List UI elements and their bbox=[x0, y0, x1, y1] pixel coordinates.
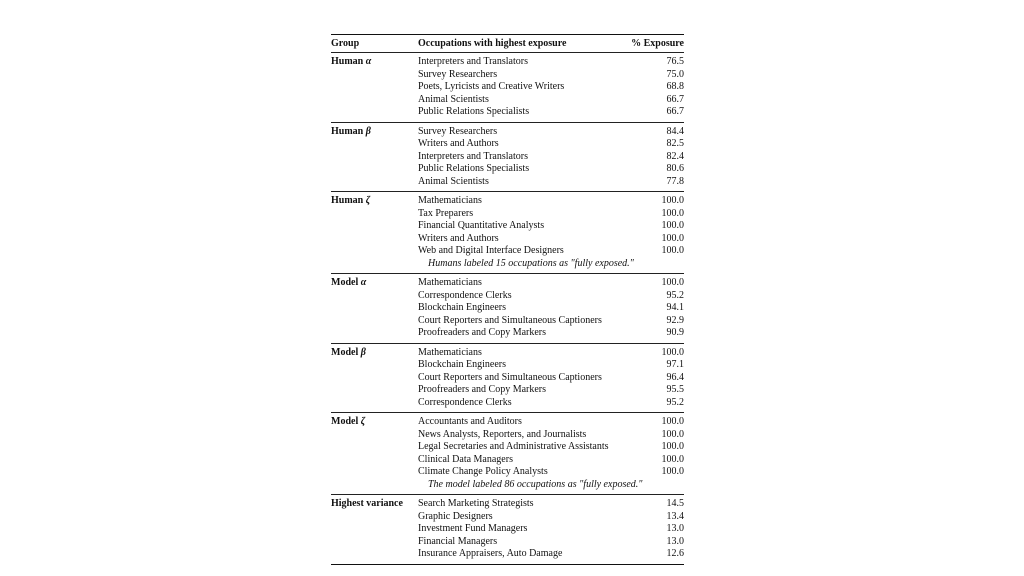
table-row bbox=[418, 347, 684, 360]
group-label-greek: ζ bbox=[360, 416, 366, 427]
group-note: Humans labeled 15 occupations as "fully exposed." bbox=[428, 257, 634, 269]
group-label-greek: β bbox=[360, 346, 366, 358]
occupation-cell: Survey Researchers bbox=[418, 125, 498, 137]
occupation-cell: Interpreters and Translators bbox=[418, 56, 528, 67]
exposure-cell: 95.5 bbox=[666, 384, 684, 395]
group-block bbox=[331, 274, 684, 343]
group-label bbox=[331, 195, 418, 270]
table-row bbox=[418, 245, 684, 258]
exposure-cell: 100.0 bbox=[661, 207, 684, 219]
occupation-cell: Writers and Authors bbox=[418, 232, 499, 244]
occupation-cell: Public Relations Specialists bbox=[418, 163, 530, 174]
group-label bbox=[331, 277, 418, 340]
exposure-cell: 82.4 bbox=[666, 150, 684, 162]
group-rows bbox=[418, 126, 684, 189]
exposure-cell: 100.0 bbox=[661, 195, 684, 206]
table-row bbox=[418, 195, 684, 208]
exposure-cell: 100.0 bbox=[661, 277, 684, 288]
occupation-cell: Animal Scientists bbox=[418, 93, 489, 105]
occupation-cell: Web and Digital Interface Designers bbox=[418, 245, 564, 256]
table-row bbox=[418, 302, 684, 315]
group-label bbox=[331, 498, 418, 561]
table-row bbox=[418, 548, 684, 561]
table-row bbox=[418, 466, 684, 479]
group-label-text: Human bbox=[331, 56, 364, 67]
exposure-cell: 14.5 bbox=[666, 498, 684, 509]
exposure-cell: 13.0 bbox=[666, 523, 684, 534]
group-label bbox=[331, 416, 418, 491]
table-row bbox=[418, 233, 684, 246]
occupation-cell: Blockchain Engineers bbox=[418, 302, 507, 313]
table-row bbox=[418, 454, 684, 467]
header-group: Group bbox=[331, 37, 360, 49]
table-header-row bbox=[331, 35, 684, 52]
group-rows bbox=[418, 56, 684, 119]
table-row bbox=[418, 372, 684, 385]
table-row bbox=[418, 511, 684, 524]
occupation-cell: Proofreaders and Copy Markers bbox=[418, 327, 547, 338]
occupation-cell: Mathematicians bbox=[418, 346, 482, 358]
table-row bbox=[418, 429, 684, 442]
occupation-cell: Insurance Appraisers, Auto Damage bbox=[418, 548, 563, 559]
table-body bbox=[331, 52, 684, 564]
exposure-cell: 94.1 bbox=[666, 302, 684, 313]
group-label-text: Model bbox=[331, 346, 359, 358]
exposure-cell: 100.0 bbox=[661, 232, 684, 244]
exposure-cell: 95.2 bbox=[666, 396, 684, 408]
group-block bbox=[331, 53, 684, 122]
exposure-cell: 84.4 bbox=[666, 125, 684, 137]
table-row bbox=[418, 151, 684, 164]
occupation-cell: Investment Fund Managers bbox=[418, 523, 528, 534]
exposure-cell: 100.0 bbox=[661, 466, 684, 477]
table-row bbox=[418, 498, 684, 511]
exposure-cell: 13.0 bbox=[666, 535, 684, 547]
exposure-cell: 66.7 bbox=[666, 106, 684, 117]
exposure-cell: 82.5 bbox=[666, 138, 684, 149]
table-bottom-rule bbox=[331, 564, 684, 565]
occupation-cell: Correspondence Clerks bbox=[418, 289, 512, 301]
occupation-cell: Correspondence Clerks bbox=[418, 396, 512, 408]
table-row bbox=[418, 220, 684, 233]
group-label-text: Model bbox=[331, 277, 359, 288]
occupation-cell: Survey Researchers bbox=[418, 68, 498, 80]
exposure-cell: 77.8 bbox=[666, 175, 684, 187]
exposure-cell: 80.6 bbox=[666, 163, 684, 174]
exposure-table bbox=[331, 34, 684, 565]
occupation-cell: Mathematicians bbox=[418, 277, 482, 288]
table-row bbox=[418, 69, 684, 82]
exposure-cell: 100.0 bbox=[661, 346, 684, 358]
header-exposure: % Exposure bbox=[631, 37, 684, 49]
table-row bbox=[418, 384, 684, 397]
group-label bbox=[331, 56, 418, 119]
occupation-cell: Writers and Authors bbox=[418, 138, 499, 149]
occupation-cell: Interpreters and Translators bbox=[418, 150, 528, 162]
occupation-cell: Search Marketing Strategists bbox=[418, 498, 534, 509]
group-label-text: Human bbox=[331, 195, 364, 206]
group-rows bbox=[418, 277, 684, 340]
table-row bbox=[418, 208, 684, 221]
occupation-cell: Court Reporters and Simultaneous Captioners bbox=[418, 371, 602, 383]
group-label-greek: α bbox=[360, 277, 367, 288]
exposure-cell: 97.1 bbox=[666, 359, 684, 370]
occupation-cell: Court Reporters and Simultaneous Captioners bbox=[418, 314, 602, 326]
table-row bbox=[418, 138, 684, 151]
exposure-cell: 100.0 bbox=[661, 453, 684, 465]
exposure-cell: 90.9 bbox=[666, 327, 684, 338]
group-block bbox=[331, 413, 684, 494]
group-block bbox=[331, 344, 684, 413]
exposure-cell: 66.7 bbox=[666, 93, 684, 105]
group-rows bbox=[418, 416, 684, 491]
group-label-text: Human bbox=[331, 125, 364, 137]
group-note: The model labeled 86 occupations as "fully exposed." bbox=[428, 478, 643, 490]
table-row bbox=[418, 126, 684, 139]
occupation-cell: Clinical Data Managers bbox=[418, 453, 513, 465]
table-row bbox=[418, 94, 684, 107]
exposure-cell: 95.2 bbox=[666, 289, 684, 301]
group-block bbox=[331, 192, 684, 273]
group-label-greek: β bbox=[365, 125, 371, 137]
table-row bbox=[418, 523, 684, 536]
table-row bbox=[418, 56, 684, 69]
exposure-cell: 12.6 bbox=[666, 548, 684, 559]
occupation-cell: Animal Scientists bbox=[418, 175, 489, 187]
table-row bbox=[418, 290, 684, 303]
group-label-text: Model bbox=[331, 416, 359, 427]
table-row bbox=[418, 327, 684, 340]
table-row bbox=[418, 163, 684, 176]
occupation-cell: Financial Quantitative Analysts bbox=[418, 220, 545, 231]
occupation-cell: Blockchain Engineers bbox=[418, 359, 507, 370]
exposure-cell: 75.0 bbox=[666, 68, 684, 80]
occupation-cell: Tax Preparers bbox=[418, 207, 474, 219]
occupation-cell: Poets, Lyricists and Creative Writers bbox=[418, 81, 565, 92]
occupation-cell: Financial Managers bbox=[418, 535, 498, 547]
occupation-cell: Public Relations Specialists bbox=[418, 106, 530, 117]
occupation-cell: News Analysts, Reporters, and Journalists bbox=[418, 428, 587, 440]
table-row bbox=[418, 81, 684, 94]
group-label bbox=[331, 347, 418, 410]
occupation-cell: Accountants and Auditors bbox=[418, 416, 522, 427]
group-label bbox=[331, 126, 418, 189]
occupation-cell: Graphic Designers bbox=[418, 510, 493, 522]
group-block bbox=[331, 123, 684, 192]
table-row bbox=[418, 536, 684, 549]
header-occupations: Occupations with highest exposure bbox=[418, 37, 567, 49]
table-row bbox=[418, 416, 684, 429]
group-rows bbox=[418, 347, 684, 410]
group-label-text: Highest variance bbox=[331, 498, 403, 509]
table-row bbox=[418, 106, 684, 119]
group-label-greek: α bbox=[365, 56, 372, 67]
table-row bbox=[418, 315, 684, 328]
group-rows bbox=[418, 195, 684, 270]
exposure-cell: 100.0 bbox=[661, 416, 684, 427]
occupation-cell: Mathematicians bbox=[418, 195, 482, 206]
exposure-cell: 100.0 bbox=[661, 441, 684, 452]
table-row bbox=[418, 359, 684, 372]
exposure-cell: 100.0 bbox=[661, 245, 684, 256]
exposure-cell: 100.0 bbox=[661, 428, 684, 440]
exposure-cell: 13.4 bbox=[666, 510, 684, 522]
occupation-cell: Climate Change Policy Analysts bbox=[418, 466, 548, 477]
group-rows bbox=[418, 498, 684, 561]
table-row bbox=[418, 441, 684, 454]
exposure-cell: 68.8 bbox=[666, 81, 684, 92]
exposure-cell: 76.5 bbox=[666, 56, 684, 67]
exposure-cell: 100.0 bbox=[661, 220, 684, 231]
table-row bbox=[418, 176, 684, 189]
occupation-cell: Legal Secretaries and Administrative Assistants bbox=[418, 441, 609, 452]
table-row bbox=[418, 397, 684, 410]
group-block bbox=[331, 495, 684, 564]
exposure-cell: 96.4 bbox=[666, 371, 684, 383]
table-row bbox=[418, 277, 684, 290]
occupation-cell: Proofreaders and Copy Markers bbox=[418, 384, 547, 395]
exposure-cell: 92.9 bbox=[666, 314, 684, 326]
group-label-greek: ζ bbox=[365, 195, 371, 206]
